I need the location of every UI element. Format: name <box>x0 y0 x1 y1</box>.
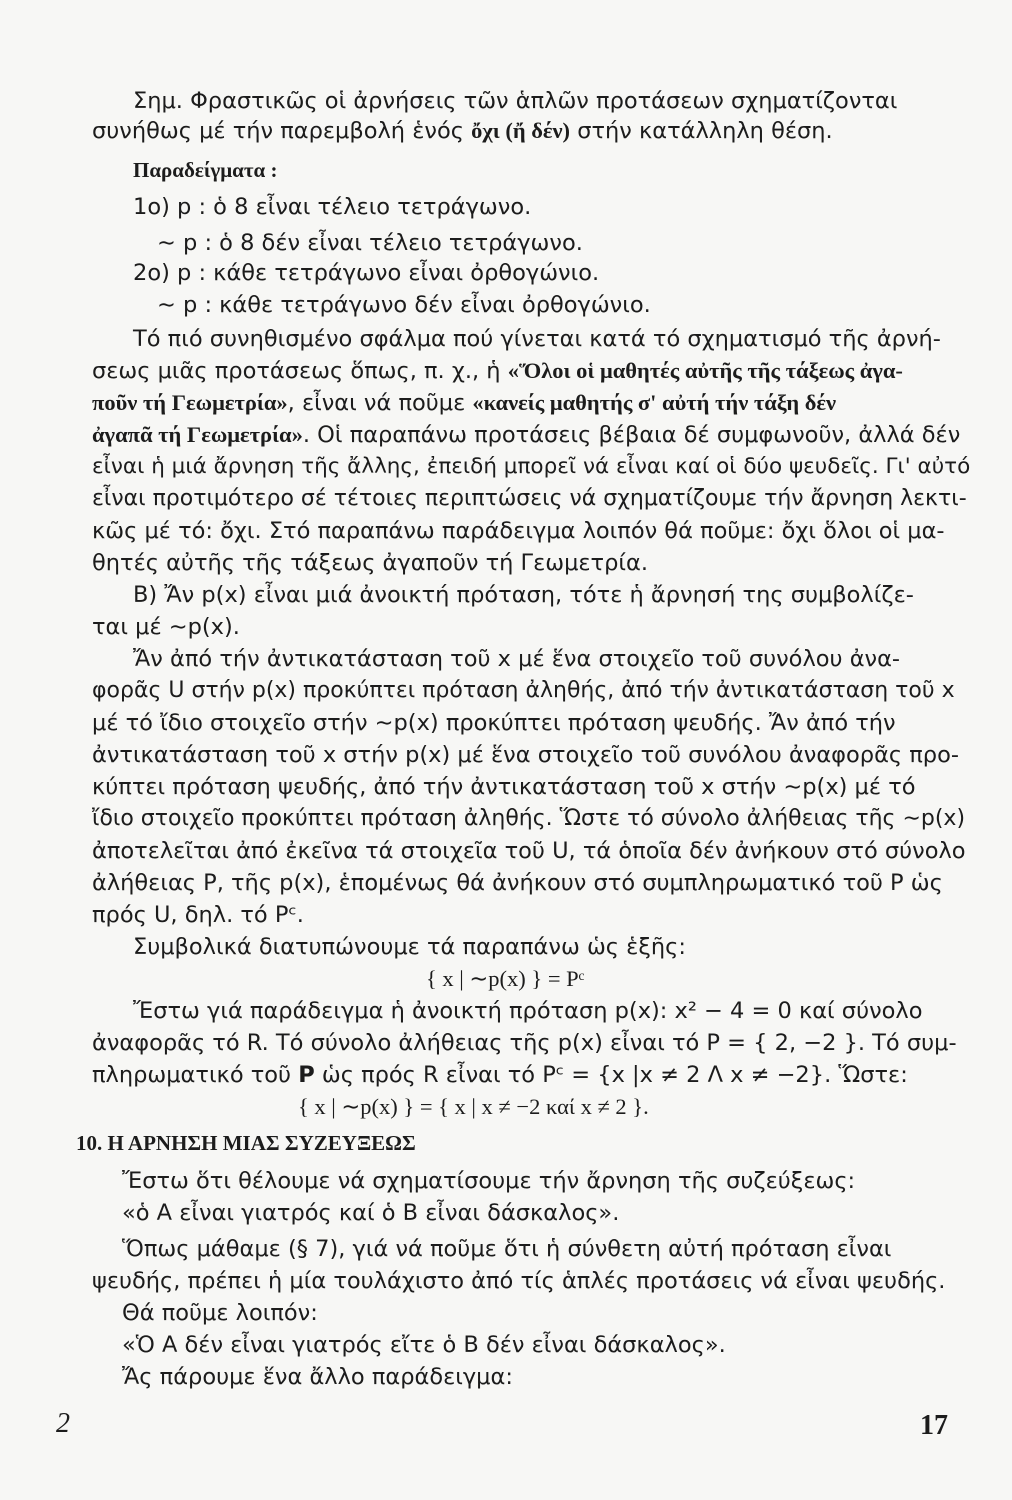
text-line: Τό πιό συνηθισμένο σφάλμα πού γίνεται κατά τό σχηματισμό τῆς ἀρνή- <box>133 326 941 352</box>
bold-term: P <box>298 1062 315 1088</box>
text-line: «Ὁ Α δέν εἶναι γιατρός εἴτε ὁ Β δέν εἶναι δάσκαλος». <box>122 1332 726 1358</box>
text-line: ἀλήθειας P, τῆς p(x), ἑπομένως θά ἀνήκουν στό συμπληρωματικό τοῦ P ὡς <box>92 870 943 896</box>
text-line <box>92 420 960 450</box>
text-span: ὡς πρός R εἶναι τό Pᶜ = {x |x ≠ 2 Λ x ≠ −2}. Ὥστε: <box>314 1062 908 1088</box>
bold-quote: «κανείς μαθητής σ' αὐτή τήν τάξη δέν <box>472 390 837 415</box>
text-line: εἶναι προτιμότερο σέ τέτοιες περιπτώσεις νά σχηματίζουμε τήν ἄρνηση λεκτι- <box>92 486 967 511</box>
text-line: Συμβολικά διατυπώνουμε τά παραπάνω ὡς ἑξῆς: <box>133 934 686 960</box>
text-line: Ἔστω γιά παράδειγμα ἡ ἀνοικτή πρόταση p(x): x² − 4 = 0 καί σύνολο <box>133 998 923 1024</box>
bold-quote: ποῦν τή Γεωμετρία» <box>92 390 288 415</box>
text-line: ψευδής, πρέπει ἡ μία τουλάχιστο ἀπό τίς ἁπλές προτάσεις νά εἶναι ψευδής. <box>92 1268 946 1294</box>
examples-heading: Παραδείγματα : <box>133 158 278 182</box>
text-line: Β) Ἄν p(x) εἶναι μιά ἀνοικτή πρόταση, τότε ἡ ἄρνησή της συμβολίζε- <box>133 582 914 608</box>
text-line: ται μέ ∼p(x). <box>92 614 240 640</box>
text-line: εἶναι ἡ μιά ἄρνηση τῆς ἄλλης, ἐπειδή μπορεῖ νά εἶναι καί οἱ δύο ψευδεῖς. Γι' αὐτό <box>92 454 971 479</box>
formula-line: { x | ∼p(x) } = Pᶜ <box>426 966 585 991</box>
text-line: «ὁ Α εἶναι γιατρός καί ὁ Β εἶναι δάσκαλος». <box>122 1200 620 1226</box>
text-span: . Οἱ παραπάνω προτάσεις βέβαια δέ συμφωνοῦν, ἀλλά δέν <box>302 422 961 448</box>
text-line: πρός U, δηλ. τό Pᶜ. <box>92 902 304 928</box>
text-line: Σημ. Φραστικῶς οἱ ἀρνήσεις τῶν ἁπλῶν προτάσεων σχηματίζονται <box>133 88 898 114</box>
bold-term: ὄχι (ἤ δέν) <box>471 118 571 143</box>
text-line: ἀντικατάσταση τοῦ x στήν p(x) μέ ἕνα στοιχεῖο τοῦ συνόλου ἀναφορᾶς προ- <box>92 742 959 768</box>
section-heading: 10. Η ΑΡΝΗΣΗ ΜΙΑΣ ΣΥΖΕΥΞΕΩΣ <box>76 1131 416 1155</box>
text-line: φορᾶς U στήν p(x) προκύπτει πρόταση ἀληθής, ἀπό τήν ἀντικατάσταση τοῦ x <box>92 678 955 703</box>
text-line: ἀναφορᾶς τό R. Τό σύνολο ἀλήθειας τῆς p(x) εἶναι τό P = { 2, −2 }. Τό συμ- <box>92 1030 957 1056</box>
signature-mark: 2 <box>56 1408 70 1439</box>
bold-quote: ἀγαπᾶ τή Γεωμετρία» <box>92 422 303 447</box>
example-line: 1ο) p : ὁ 8 εἶναι τέλειο τετράγωνο. <box>133 194 532 220</box>
text-line <box>92 356 903 386</box>
text-line <box>92 116 833 146</box>
text-line <box>92 388 836 418</box>
text-span: πληρωματικό τοῦ <box>92 1062 299 1088</box>
text-line: Ἄς πάρουμε ἕνα ἄλλο παράδειγμα: <box>122 1364 513 1390</box>
example-line: ∼ p : κάθε τετράγωνο δέν εἶναι ὀρθογώνιο. <box>157 292 651 318</box>
text-line: ἀποτελεῖται ἀπό ἐκεῖνα τά στοιχεῖα τοῦ U, τά ὁποῖα δέν ἀνήκουν στό σύνολο <box>92 838 966 864</box>
text-line: Θά ποῦμε λοιπόν: <box>122 1300 318 1326</box>
text-line: Ἔστω ὅτι θέλουμε νά σχηματίσουμε τήν ἄρνηση τῆς συζεύξεως: <box>122 1168 856 1194</box>
text-line: Ἄν ἀπό τήν ἀντικατάσταση τοῦ x μέ ἕνα στοιχεῖο τοῦ συνόλου ἀνα- <box>133 646 901 672</box>
page-number: 17 <box>920 1410 948 1441</box>
text-span: στήν κατάλληλη θέση. <box>570 118 833 144</box>
text-line: θητές αὐτῆς τῆς τάξεως ἀγαποῦν τή Γεωμετρία. <box>92 550 648 576</box>
text-span: , εἶναι νά ποῦμε <box>287 390 473 416</box>
text-line <box>92 1060 908 1090</box>
formula-line: { x | ∼p(x) } = { x | x ≠ −2 καί x ≠ 2 }. <box>298 1094 649 1119</box>
text-line: κῶς μέ τό: ὄχι. Στό παραπάνω παράδειγμα λοιπόν θά ποῦμε: ὄχι ὅλοι οἱ μα- <box>92 518 945 544</box>
example-line: ∼ p : ὁ 8 δέν εἶναι τέλειο τετράγωνο. <box>157 230 583 256</box>
text-line: ἴδιο στοιχεῖο προκύπτει πρόταση ἀληθής. Ὥστε τό σύνολο ἀλήθειας τῆς ∼p(x) <box>92 806 966 831</box>
example-line: 2ο) p : κάθε τετράγωνο εἶναι ὀρθογώνιο. <box>133 260 600 286</box>
text-line: κύπτει πρόταση ψευδής, ἀπό τήν ἀντικατάσταση τοῦ x στήν ∼p(x) μέ τό <box>92 774 916 800</box>
text-span: συνήθως μέ τήν παρεμβολή ἑνός <box>92 118 472 144</box>
text-span: σεως μιᾶς προτάσεως ὅπως, π. χ., ἡ <box>92 358 508 384</box>
text-line: Ὅπως μάθαμε (§ 7), γιά νά ποῦμε ὅτι ἡ σύνθετη αὐτή πρόταση εἶναι <box>122 1236 892 1262</box>
text-line: μέ τό ἴδιο στοιχεῖο στήν ∼p(x) προκύπτει πρόταση ψευδής. Ἄν ἀπό τήν <box>92 710 896 736</box>
bold-quote: «Ὅλοι οἱ μαθητές αὐτῆς τῆς τάξεως ἀγα- <box>507 358 903 383</box>
